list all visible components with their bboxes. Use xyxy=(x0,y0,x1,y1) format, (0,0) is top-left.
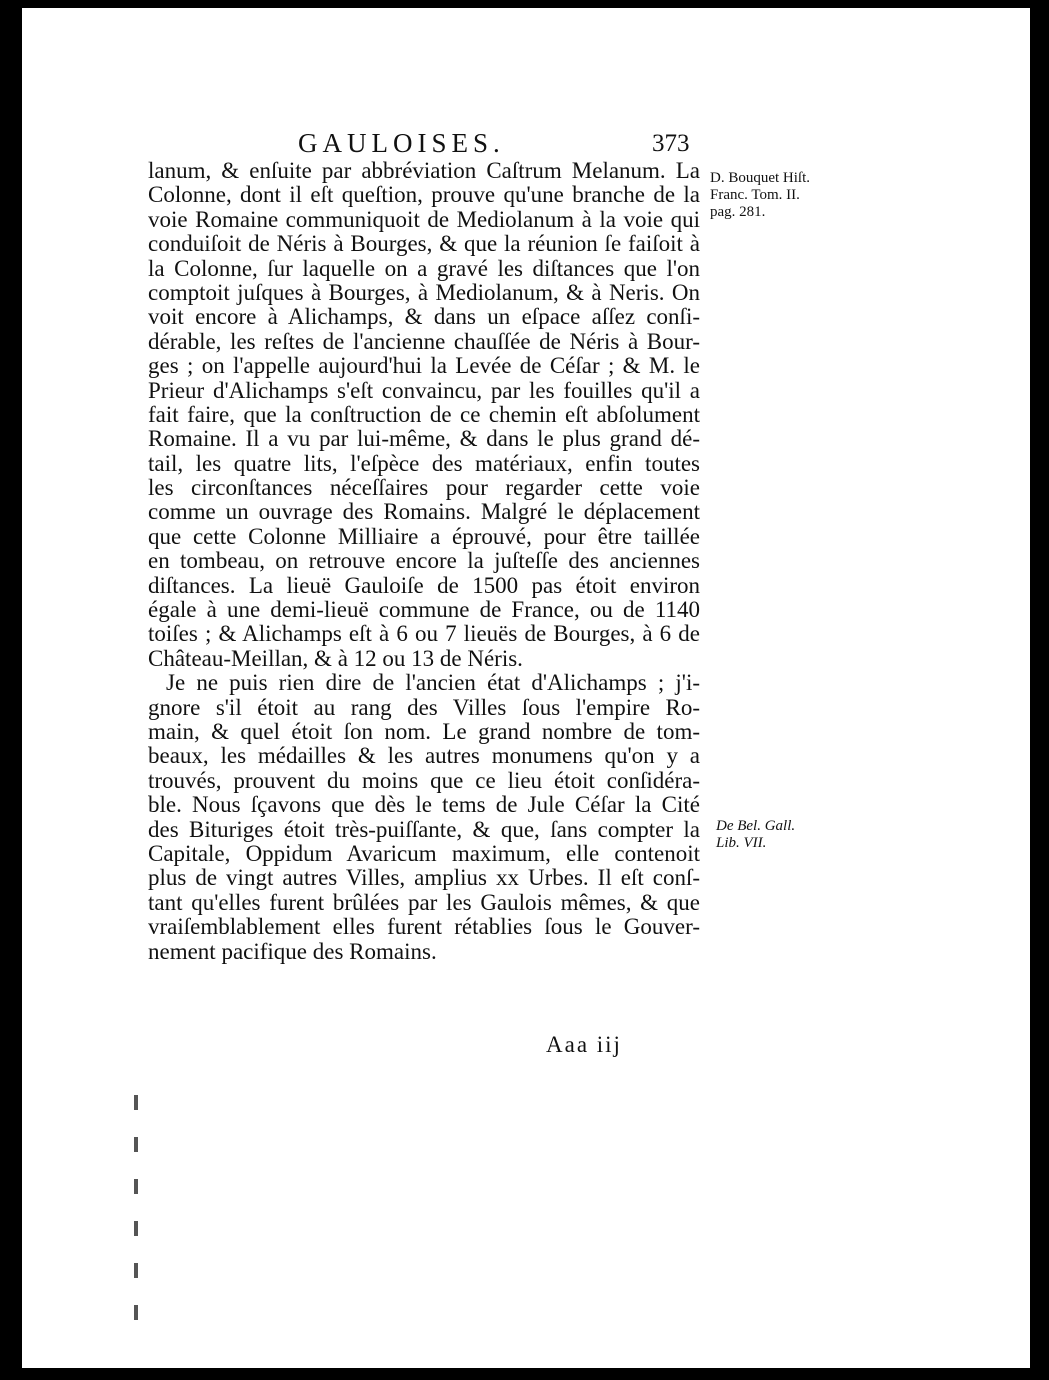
text-line: nement pacifique des Romains. xyxy=(148,938,437,964)
margin-note-line: Lib. VII. xyxy=(716,835,767,851)
text-line: gnore s'il étoit au rang des Villes ſous l'empire Ro- xyxy=(148,694,700,720)
text-line: fait faire, que la conſtruction de ce chemin eſt abſolument xyxy=(148,401,700,427)
text-line: comptoit juſques à Bourges, à Mediolanum, & à Neris. On xyxy=(148,279,700,305)
text-line: tant qu'elles furent brûlées par les Gaulois mêmes, & que xyxy=(148,889,700,915)
margin-note-bouquet xyxy=(710,170,810,221)
margin-note-de-bello xyxy=(716,818,795,852)
binding-mark xyxy=(134,1221,138,1236)
text-line: Château-Meillan, & à 12 ou 13 de Néris. xyxy=(148,645,523,671)
binding-mark xyxy=(134,1137,138,1152)
text-line: égale à une demi-lieuë commune de France, ou de 1140 xyxy=(148,597,700,623)
text-line: diſtances. La lieuë Gauloiſe de 1500 pas étoit environ xyxy=(148,572,700,598)
text-line: la Colonne, ſur laquelle on a gravé les diſtances que l'on xyxy=(148,255,700,281)
scan-border-right xyxy=(1030,0,1049,1380)
scan-border-top xyxy=(0,0,1049,8)
margin-note-line: D. Bouquet Hiſt. xyxy=(710,170,810,186)
text-line: ges ; on l'appelle aujourd'hui la Levée de Céſar ; & M. le xyxy=(148,353,700,379)
text-line: en tombeau, on retrouve encore la juſteſſe des anciennes xyxy=(148,548,700,574)
signature-mark: Aaa iij xyxy=(546,1032,622,1057)
text-line: Prieur d'Alichamps s'eſt convaincu, par les fouilles qu'il a xyxy=(148,377,700,403)
text-line: Colonne, dont il eſt queſtion, prouve qu'une branche de la xyxy=(148,182,700,208)
running-title: GAULOISES. xyxy=(298,128,505,158)
text-line: lanum, & enſuite par abbréviation Caſtrum Melanum. La xyxy=(148,158,700,183)
scan-border-bottom xyxy=(0,1368,1049,1380)
margin-note-line: De Bel. Gall. xyxy=(716,818,796,834)
page-number: 373 xyxy=(652,130,690,157)
margin-note-line: Franc. Tom. II. xyxy=(710,187,800,203)
text-line: conduiſoit de Néris à Bourges, & que la réunion ſe faiſoit à xyxy=(148,231,700,257)
text-line: plus de vingt autres Villes, amplius xx Urbes. Il eſt conſ- xyxy=(148,865,700,891)
scan-border-left xyxy=(0,0,22,1380)
text-line: ble. Nous ſçavons que dès le tems de Jule Céſar la Cité xyxy=(148,792,700,818)
text-line: trouvés, prouvent du moins que ce lieu étoit conſidéra- xyxy=(148,767,700,793)
text-line: voit encore à Alichamps, & dans un eſpace aſſez conſi- xyxy=(148,304,700,330)
main-text xyxy=(148,159,700,964)
margin-note-line: pag. 281. xyxy=(710,204,766,220)
text-line: Romaine. Il a vu par lui-même, & dans le plus grand dé- xyxy=(148,426,700,452)
binding-mark xyxy=(134,1305,138,1320)
text-line: toiſes ; & Alichamps eſt à 6 ou 7 lieuës de Bourges, à 6 de xyxy=(148,621,700,647)
text-line: voie Romaine communiquoit de Mediolanum à la voie qui xyxy=(148,206,700,232)
text-line: tail, les quatre lits, l'eſpèce des matériaux, enfin toutes xyxy=(148,450,700,476)
binding-mark xyxy=(134,1179,138,1194)
text-line: des Bituriges étoit très-puiſſante, & que, ſans compter la xyxy=(148,816,700,842)
text-line: Capitale, Oppidum Avaricum maximum, elle contenoit xyxy=(148,840,700,866)
text-line: dérable, les reſtes de l'ancienne chauſſée de Néris à Bour- xyxy=(148,328,700,354)
binding-mark xyxy=(134,1263,138,1278)
text-line: comme un ouvrage des Romains. Malgré le déplacement xyxy=(148,499,700,525)
binding-mark xyxy=(134,1095,138,1110)
text-line: les circonſtances néceſſaires pour regarder cette voie xyxy=(148,475,700,501)
text-line: que cette Colonne Milliaire a éprouvé, pour être taillée xyxy=(148,523,700,549)
text-line: vraiſemblablement elles furent rétablies ſous le Gouver- xyxy=(148,914,700,940)
text-line: main, & quel étoit ſon nom. Le grand nombre de tom- xyxy=(148,718,700,744)
text-line: Je ne puis rien dire de l'ancien état d'Alichamps ; j'i- xyxy=(166,670,700,696)
text-line: beaux, les médailles & les autres monumens qu'on y a xyxy=(148,743,700,769)
